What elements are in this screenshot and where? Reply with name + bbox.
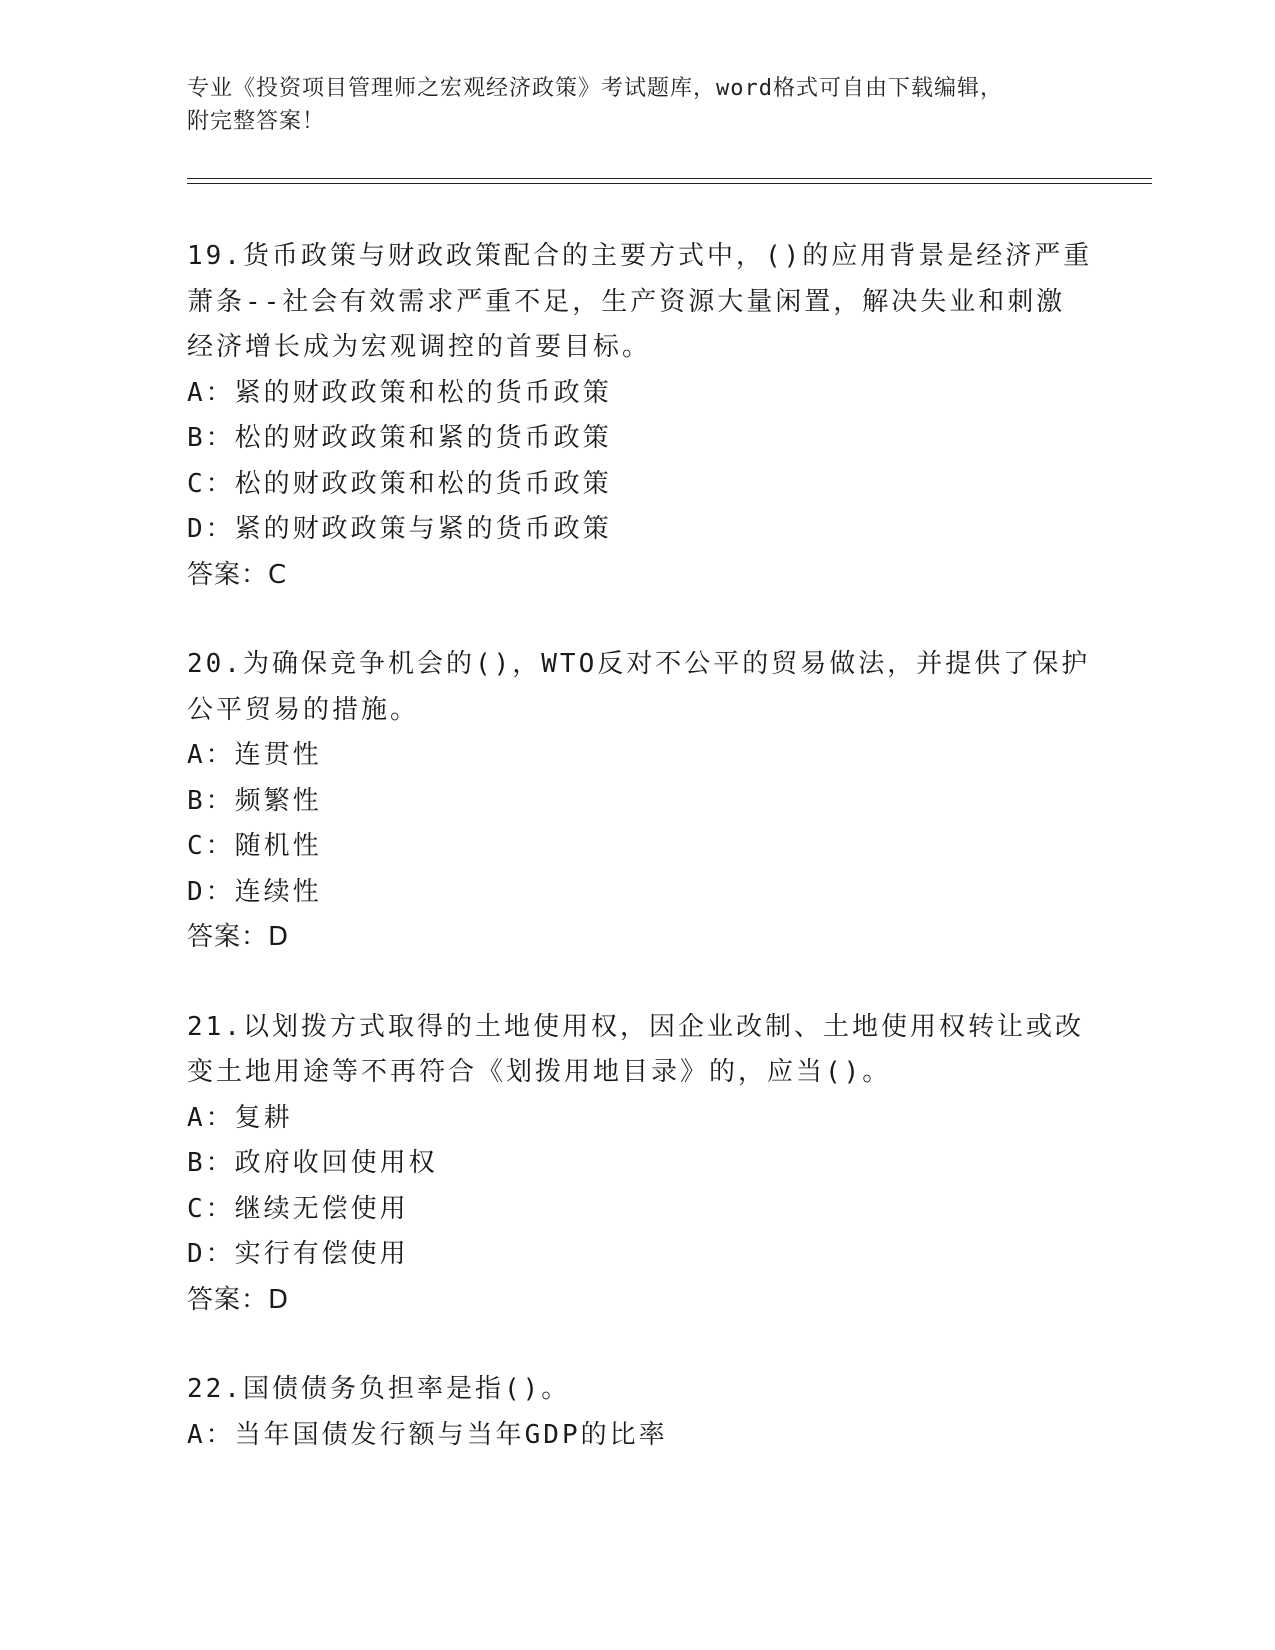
question-22 <box>187 1367 1087 1458</box>
option-d: D：紧的财政政策与紧的货币政策 <box>187 514 612 544</box>
document-header <box>187 72 1087 138</box>
question-20 <box>187 642 1091 961</box>
answer: 答案：D <box>187 1284 290 1315</box>
header-line-2: 附完整答案！ <box>187 109 326 134</box>
question-21 <box>187 1005 1087 1324</box>
option-c: C：继续无偿使用 <box>187 1193 409 1224</box>
answer: 答案：C <box>187 559 288 590</box>
option-a: A：当年国债发行额与当年GDP的比率 <box>187 1419 668 1450</box>
option-a: A：复耕 <box>187 1102 293 1133</box>
option-a: A：连贯性 <box>187 740 322 770</box>
question-stem-line: 20.为确保竞争机会的()，WTO反对不公平的贸易做法，并提供了保护 <box>187 649 1091 679</box>
option-c: C：松的财政政策和松的货币政策 <box>187 468 612 499</box>
answer: 答案：D <box>187 922 290 952</box>
option-a: A：紧的财政政策和松的货币政策 <box>187 377 612 408</box>
question-list <box>187 234 1093 1502</box>
question-stem-line: 21.以划拨方式取得的土地使用权，因企业改制、土地使用权转让或改 <box>187 1011 1084 1042</box>
question-stem-line: 经济增长成为宏观调控的首要目标。 <box>187 332 652 362</box>
header-divider-bottom <box>187 183 1152 184</box>
header-divider-top <box>187 178 1152 179</box>
question-stem-line: 萧条--社会有效需求严重不足，生产资源大量闲置，解决失业和刺激 <box>187 286 1066 317</box>
option-b: B：松的财政政策和紧的货币政策 <box>187 423 612 453</box>
question-19 <box>187 234 1093 598</box>
option-b: B：频繁性 <box>187 785 322 816</box>
question-stem-line: 22.国债债务负担率是指()。 <box>187 1374 571 1404</box>
question-stem-line: 变土地用途等不再符合《划拨用地目录》的，应当()。 <box>187 1057 892 1087</box>
question-stem-line: 19.货币政策与财政政策配合的主要方式中，()的应用背景是经济严重 <box>187 241 1093 271</box>
header-line-1: 专业《投资项目管理师之宏观经济政策》考试题库，word格式可自由下载编辑， <box>187 76 1003 101</box>
option-d: D：连续性 <box>187 876 322 907</box>
option-d: D：实行有偿使用 <box>187 1239 409 1269</box>
question-stem-line: 公平贸易的措施。 <box>187 694 420 725</box>
option-b: B：政府收回使用权 <box>187 1148 438 1178</box>
option-c: C：随机性 <box>187 831 322 861</box>
